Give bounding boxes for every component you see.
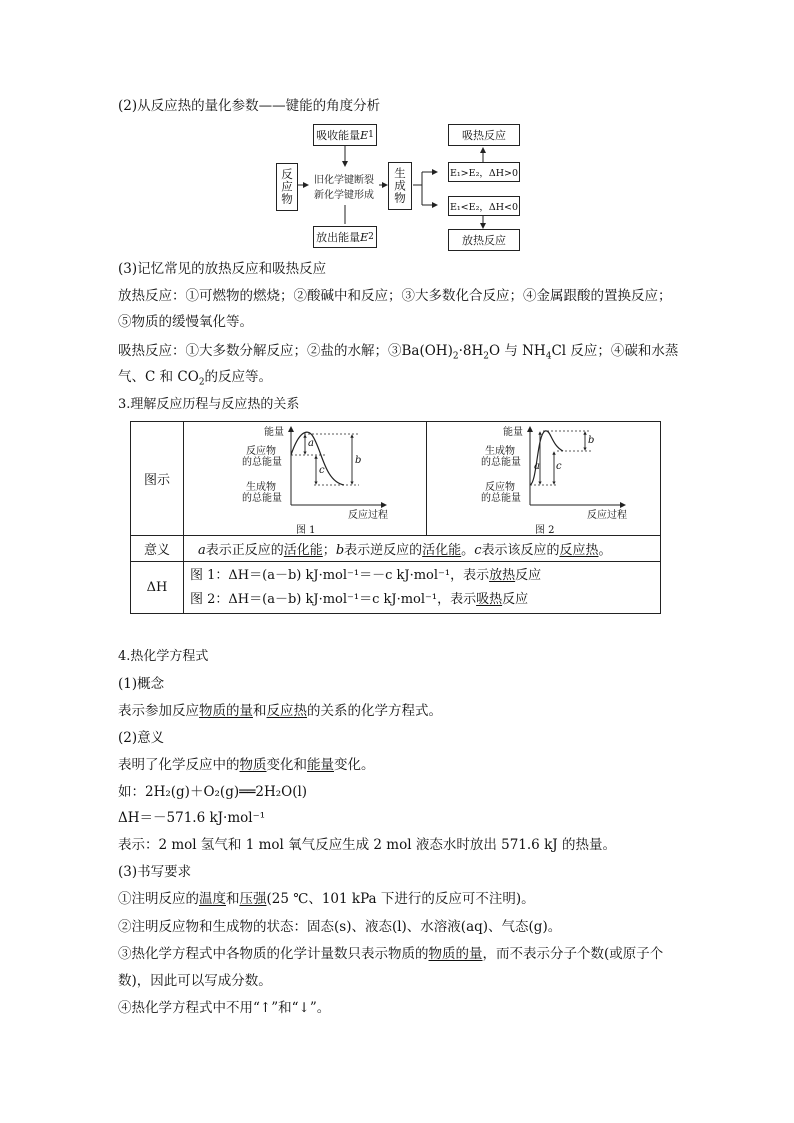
endothermic-box: 吸热反应 (448, 124, 520, 146)
dh2-underline: 吸热 (476, 591, 503, 607)
requirement-4: ④热化学方程式中不用“↑”和“↓”。 (118, 1000, 331, 1016)
req1-underline-2: 压强 (239, 891, 267, 907)
dh2-end: 反应 (502, 591, 529, 607)
endothermic-list-line1 (118, 341, 678, 361)
endo-sub-f: 4 (545, 351, 552, 362)
meaning-underline-1: 活化能 (283, 543, 323, 558)
fig1-label-b: b (355, 454, 362, 466)
concept-e: 的关系的化学方程式。 (307, 703, 442, 719)
endo-text-e: O 与 NH (488, 343, 546, 359)
fig2-reactant-label2: 的总能量 (481, 492, 521, 504)
figure-2 (427, 423, 660, 535)
section-3-title: (3)记忆常见的放热反应和吸热反应 (118, 261, 327, 277)
reaction-process-table (130, 421, 661, 614)
fig2-progress-label: 反应过程 (587, 509, 627, 521)
section-2-title: (2)从反应热的量化参数——键能的角度分析 (118, 98, 381, 114)
endo-text-a: 吸热反应：①大多数分解反应；②盐的水解；③Ba(OH) (118, 343, 453, 359)
table-head-diagram: 图示 (131, 422, 184, 536)
req3-c: ，而不表示分子个数(或原子个 (482, 946, 664, 962)
fig1-caption: 图 1 (296, 524, 316, 536)
fig2-caption: 图 2 (535, 524, 555, 536)
absorb-energy-box: 吸收能量 E 1 (313, 124, 377, 146)
meaning-underline-3: 反应热 (559, 543, 599, 558)
meaning2-underline-1: 物质 (239, 757, 267, 773)
fig2-label-c: c (556, 460, 562, 472)
fig1-label-a: a (308, 437, 314, 449)
fig2-product-label1: 生成物 (485, 445, 515, 457)
subsection-concept: (1)概念 (118, 676, 165, 692)
fig1-progress-label: 反应过程 (348, 509, 388, 521)
figure-2-cell (427, 422, 661, 536)
req1-e: (25 ℃、101 kPa 下进行的反应可不注明)。 (266, 891, 535, 907)
release-symbol: E (360, 230, 369, 244)
meaning-text-1: 表示正反应的 (205, 543, 284, 558)
table-head-dh: ΔH (131, 562, 184, 614)
dh2-text: 图 2：ΔH＝(a－b) kJ·mol⁻¹＝c kJ·mol⁻¹，表示 (190, 591, 477, 607)
fig2-label-a: a (534, 460, 540, 472)
meaning2-underline-2: 能量 (307, 757, 334, 773)
heading-4: 4.热化学方程式 (118, 649, 209, 664)
endo-sub-d: 2 (483, 351, 489, 362)
exothermic-list-line1: 放热反应：①可燃物的燃烧；②酸碱中和反应；③大多数化合反应；④金属跟酸的置换反应； (118, 288, 672, 304)
req1-c: 和 (226, 891, 240, 907)
req1-underline-1: 温度 (199, 891, 226, 907)
meaning2-a: 表明了化学反应中的 (118, 757, 240, 773)
table-head-meaning: 意义 (131, 536, 184, 562)
product-box: 生成物 (388, 162, 412, 210)
subsection-meaning: (2)意义 (118, 730, 165, 746)
absorb-label: 吸收能量 (316, 129, 361, 142)
concept-c: 和 (253, 703, 267, 719)
meaning-sep-2: 。 (461, 543, 475, 558)
dh1-text: 图 1：ΔH＝(a－b) kJ·mol⁻¹＝－c kJ·mol⁻¹，表示 (190, 567, 490, 583)
bond-change-box (309, 167, 379, 205)
figure-1-curve (184, 423, 426, 535)
meaning-c: c (474, 543, 482, 558)
subsection-requirements: (3)书写要求 (118, 864, 192, 880)
example-equation: 如：2H₂(g)＋O₂(g)══2H₂O(l) (118, 784, 308, 800)
concept-a: 表示参加反应 (118, 703, 199, 719)
condition-endo-box: E₁>E₂，ΔH>0 (448, 162, 520, 182)
endo2-text-c: 的反应等。 (204, 369, 273, 385)
meaning-sep-1: ； (322, 543, 336, 558)
endo-text-c: ·8H (458, 343, 484, 359)
fig2-product-label2: 的总能量 (481, 456, 521, 468)
example-dh: ΔH＝－571.6 kJ·mol⁻¹ (118, 810, 266, 826)
fig2-label-b: b (588, 434, 595, 446)
exothermic-box: 放热反应 (448, 229, 520, 251)
fig1-product-label1: 生成物 (246, 481, 276, 493)
bond-break-label: 旧化学键断裂 (314, 175, 374, 186)
absorb-symbol: E (360, 128, 369, 142)
fig1-reactant-label1: 反应物 (246, 445, 276, 457)
meaning-underline-2: 活化能 (422, 543, 462, 558)
meaning-text-2: 表示逆反应的 (344, 543, 423, 558)
endo2-text-a: 气、C 和 CO (118, 369, 199, 385)
concept-underline-2: 反应热 (266, 703, 307, 719)
meaning2-text (118, 755, 375, 775)
endo-sub-b: 2 (452, 351, 459, 362)
fig1-label-c: c (319, 464, 325, 476)
heading-3: 3.理解反应历程与反应热的关系 (118, 397, 300, 412)
dh1-underline: 放热 (489, 567, 516, 583)
requirement-3-line2: 数)，因此可以写成分数。 (118, 973, 272, 989)
meaning-b: b (335, 543, 345, 558)
meaning2-e: 变化。 (334, 757, 375, 773)
fig1-reactant-label2: 的总能量 (242, 456, 282, 468)
fig2-energy-label: 能量 (503, 426, 523, 438)
req3-a: ③热化学方程式中各物质的化学计量数只表示物质的 (118, 946, 429, 962)
endo2-sub: 2 (198, 377, 205, 388)
meaning-a: a (198, 543, 206, 558)
exothermic-list-line2: ⑤物质的缓慢氧化等。 (118, 314, 253, 330)
bond-form-label: 新化学键形成 (314, 190, 374, 201)
condition-exo-box: E₁<E₂，ΔH<0 (448, 196, 520, 216)
concept-text (118, 701, 442, 721)
endothermic-list-line2 (118, 367, 272, 387)
dh-cell (184, 562, 661, 614)
endo-text-g: Cl 反应；④碳和水蒸 (551, 343, 679, 359)
requirement-2: ②注明反应物和生成物的状态：固态(s)、液态(l)、水溶液(aq)、气态(g)。 (118, 919, 562, 935)
meaning-cell (184, 536, 661, 562)
requirement-1 (118, 889, 535, 909)
release-label: 放出能量 (316, 231, 361, 244)
dh-fig2-line (190, 588, 660, 612)
fig1-product-label2: 的总能量 (242, 492, 282, 504)
req3-underline: 物质的量 (428, 946, 483, 962)
figure-1-cell (184, 422, 427, 536)
requirement-3-line1 (118, 944, 663, 964)
req1-a: ①注明反应的 (118, 891, 199, 907)
release-energy-box: 放出能量 E 2 (313, 226, 377, 248)
reactant-box: 反应物 (276, 163, 298, 211)
dh1-end: 反应 (515, 567, 542, 583)
dh-fig1-line (190, 564, 660, 588)
concept-underline-1: 物质的量 (199, 703, 253, 719)
meaning-text-3: 表示该反应的 (481, 543, 560, 558)
example-explanation: 表示：2 mol 氢气和 1 mol 氧气反应生成 2 mol 液态水时放出 571.6 kJ 的热量。 (118, 837, 616, 853)
figure-1 (184, 423, 426, 535)
fig1-energy-label: 能量 (264, 426, 284, 438)
meaning2-c: 变化和 (266, 757, 307, 773)
fig2-reactant-label1: 反应物 (485, 481, 515, 493)
meaning-end: 。 (598, 543, 612, 558)
